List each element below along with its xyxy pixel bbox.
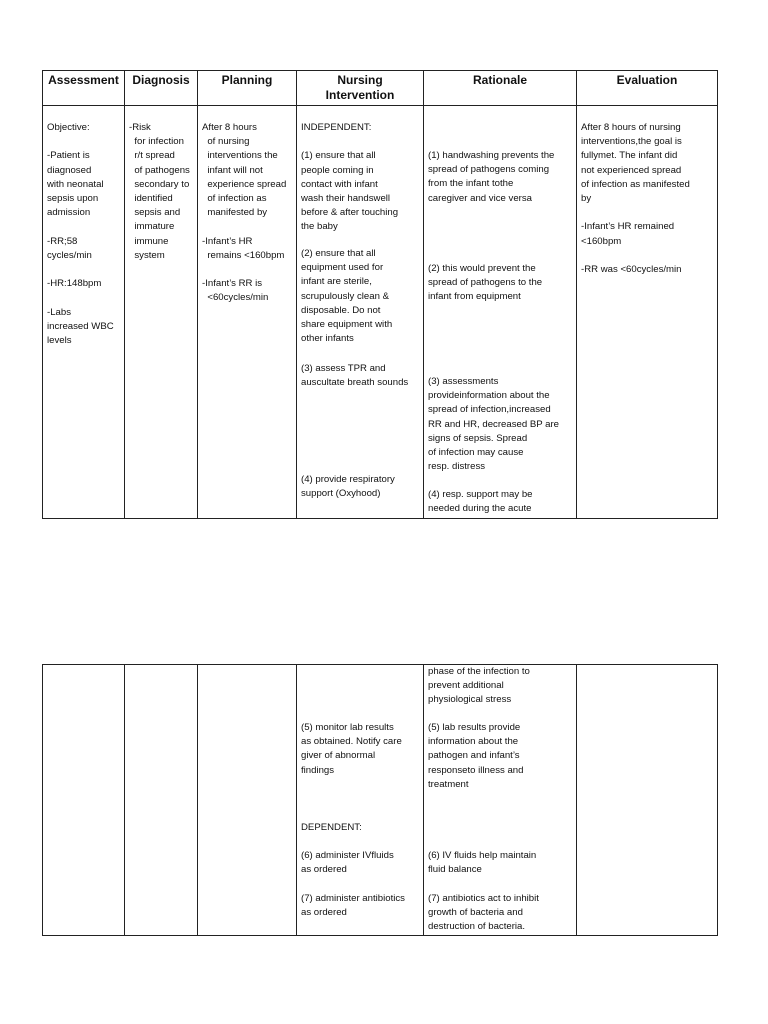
intervention-cell-cont — [297, 665, 424, 936]
header-row — [43, 71, 718, 106]
diagnosis-text: -Risk for infection r/t spread of pathogens secondary to identified sepsis and immature immune system — [129, 122, 190, 261]
care-plan-table-page-1 — [42, 70, 718, 519]
header-rationale: Rationale — [424, 71, 577, 106]
rationale-7: (7) antibiotics act to inhibit growth of bacteria and destruction of bacteria. — [428, 893, 539, 933]
rationale-6: (6) IV fluids help maintain fluid balance — [428, 850, 537, 876]
rationale-3: (3) assessments provideinformation about the spread of infection,increased RR and HR, decreased BP are signs of sepsis. Spread of infection may cause resp. distress — [428, 376, 560, 473]
intervention-7: (7) administer antibiotics as ordered — [301, 893, 405, 919]
assessment-cell-cont — [43, 665, 125, 936]
rationale-cell — [424, 106, 577, 519]
diagnosis-cell — [125, 106, 198, 519]
header-assessment: Assessment — [43, 71, 125, 106]
assessment-cell — [43, 106, 125, 519]
header-evaluation: Evaluation — [577, 71, 718, 106]
evaluation-cell-cont — [577, 665, 718, 936]
care-plan-table-page-2 — [42, 664, 718, 936]
rationale-4-cont: phase of the infection to prevent additional physiological stress — [428, 666, 530, 706]
assessment-text: Objective: -Patient is diagnosed with neonatal sepsis upon admission -RR;58 cycles/min -HR:148bpm -Labs increased WBC levels — [47, 122, 114, 347]
planning-text: After 8 hours of nursing interventions the infant will not experience spread of infection as manifested by -Infant’s HR remains <160bpm -Infant’s RR is <60cycles/min — [202, 122, 287, 304]
rationale-2: (2) this would prevent the spread of pathogens to the infant from equipment — [428, 263, 543, 303]
evaluation-cell — [577, 106, 718, 519]
intervention-1: INDEPENDENT: (1) ensure that all people coming in contact with infant wash their handswell before & after touching the baby — [301, 122, 399, 233]
intervention-3: (3) assess TPR and auscultate breath sounds — [301, 363, 409, 389]
rationale-1: (1) handwashing prevents the spread of pathogens coming from the infant tothe caregiver and vice versa — [428, 150, 555, 204]
evaluation-text: After 8 hours of nursing interventions,the goal is fullymet. The infant did not experienced spread of infection as manifested by -Infant’s HR remained <160bpm -RR was <60cycles/min — [581, 122, 690, 276]
intervention-4: (4) provide respiratory support (Oxyhood) — [301, 474, 395, 500]
rationale-cell-cont — [424, 665, 577, 936]
diagnosis-cell-cont — [125, 665, 198, 936]
intervention-5: (5) monitor lab results as obtained. Notify care giver of abnormal findings — [301, 722, 402, 776]
continuation-row — [43, 665, 718, 936]
rationale-4: (4) resp. support may be needed during the acute — [428, 489, 533, 515]
rationale-5: (5) lab results provide information about the pathogen and infant’s responseto illness and treatment — [428, 722, 524, 790]
planning-cell-cont — [198, 665, 297, 936]
intervention-6: (6) administer IVfluids as ordered — [301, 850, 394, 876]
intervention-2: (2) ensure that all equipment used for infant are sterile, scrupulously clean & disposable. Do not share equipment with other infants — [301, 248, 393, 345]
planning-cell — [198, 106, 297, 519]
intervention-cell — [297, 106, 424, 519]
dependent-label: DEPENDENT: — [301, 822, 362, 833]
header-nursing-intervention: Nursing Intervention — [297, 71, 424, 106]
header-diagnosis: Diagnosis — [125, 71, 198, 106]
content-row — [43, 106, 718, 519]
header-planning: Planning — [198, 71, 297, 106]
